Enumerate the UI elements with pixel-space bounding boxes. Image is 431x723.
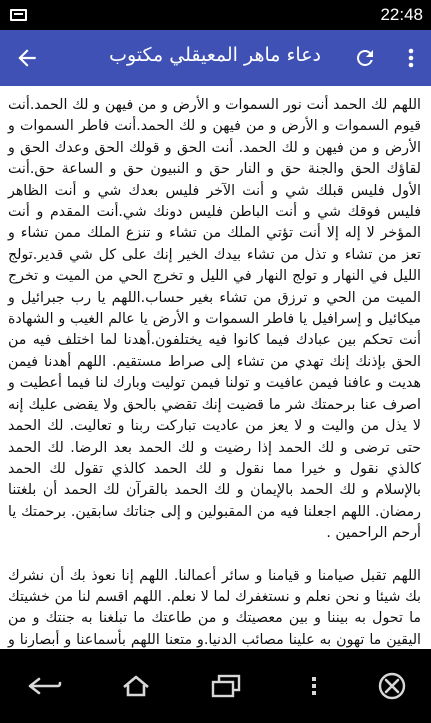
app-toolbar	[0, 30, 431, 86]
refresh-icon[interactable]	[353, 46, 377, 70]
status-clock: 22:48	[380, 5, 423, 24]
page-title: دعاء ماهر المعيقلي مكتوب	[109, 44, 321, 66]
dua-paragraph-2: اللهم تقبل صيامنا و قيامنا و سائر أعمالنا. اللهم إنا نعوذ بك أن نشرك بك شيئا و نحن نعلم و نستغفرك لما لا نعلم. اللهم اقسم لنا من خشيتك ما تحول به بيننا و بين معصيتك و من طاعتك ما تبلغنا به جنتك و من اليقين ما تهون به علينا مصائب الدنيا.و متعنا اللهم بأسماعنا و أبصارنا و	[8, 567, 421, 648]
nav-recents-icon[interactable]	[208, 671, 244, 701]
dua-text-content[interactable]	[0, 86, 431, 649]
nav-menu-icon[interactable]	[300, 671, 336, 701]
status-bar	[0, 0, 431, 30]
nav-home-icon[interactable]	[118, 671, 154, 701]
system-navigation-bar	[0, 649, 431, 723]
nav-close-icon[interactable]	[374, 671, 410, 701]
more-vert-icon[interactable]	[407, 46, 415, 70]
notification-icon	[10, 9, 27, 21]
dua-paragraph-1: اللهم لك الحمد أنت نور السموات و الأرض و من فيهن و لك الحمد.أنت قيوم السموات و الأرض و من فيهن و لك الحمد.أنت فاطر السموات و الأرض و من فيهن و لك الحمد. أنت الحق و قولك الحق وعدك الحق و لقاؤك الحق والجنة حق و النار حق و النبيون حق و الساعة حق.أنت الأول فليس قبلك شي و أنت الآخر فليس بعدك شي و أنت الظاهر فليس فوقك شي و أنت الباطن فليس دونك شي.أنت المقدم و أنت المؤخر لا إله إلا أنت تؤتي الملك من تشاء و تنزع الملك ممن تشاء و تعز من تشاء و تذل من تشاء بيدك الخير إنك على كل شي قدير.تولج الليل في النهار و تولج النهار في الليل و تخرج الحي من الميت و تخرج الميت من الحي و ترزق من تشاء بغير حساب.اللهم يا رب جبرائيل و ميكائيل و إسرافيل يا فاطر السموات و الأرض يا عالم الغيب و الشهادة أنت تحكم بين عبادك فيما كانوا فيه يختلفون.أهدنا لما اختلف فيه من الحق بإذنك إنك تهدي من تشاء إلى صراط مستقيم. اللهم أهدنا فيمن هديت و عافنا فيمن عافيت و تولنا فيمن توليت وبارك لنا فيما أعطيت و اصرف عنا برحمتك شر ما قضيت إنك تقضي بالحق ولا يقضى عليك إنه لا يذل من واليت و لا يعز من عاديت تباركت ربنا و تعاليت. لك الحمد حتى ترضى و لك الحمد إذا رضيت و لك الحمد بعد الرضا. لك الحمد كالذي نقول و خيرا مما نقول و لك الحمد كالذي تقول لك الحمد بالإسلام و لك الحمد بالإيمان و لك الحمد بالقرآن لك الحمد أن بلغتنا رمضان. اللهم اجعلنا فيه من المقبولين و إلى جناتك سابقين. برحمتك يا أرحم الراحمين .	[8, 97, 421, 542]
arrow-back-icon[interactable]	[14, 45, 40, 71]
nav-back-icon[interactable]	[26, 671, 62, 701]
